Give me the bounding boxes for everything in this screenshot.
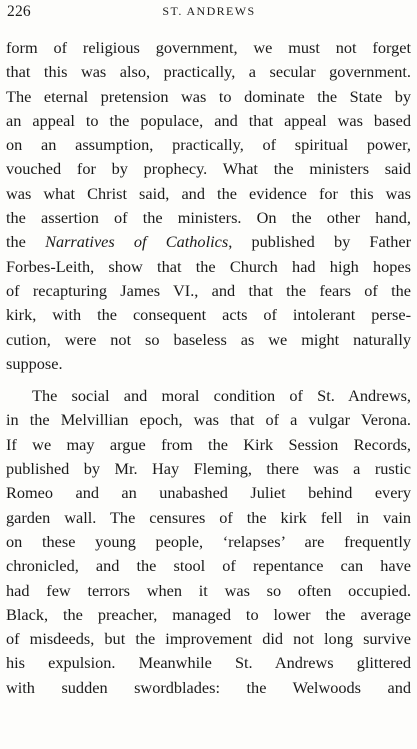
running-title: ST. ANDREWS (162, 4, 256, 18)
text-line: Forbes-Leith, show that the Church had high hopes (6, 256, 411, 276)
text-line: cution, were not so baseless as we might naturally (6, 329, 411, 349)
text-line: that this was also, practically, a secular government. (6, 62, 411, 82)
text-line: his expulsion. Meanwhile St. Andrews glittered (6, 653, 411, 673)
text-line: with sudden swordblades: the Welwoods and (6, 677, 411, 697)
text-line: vouched for by prophecy. What the ministers said (6, 159, 411, 179)
text-line: chronicled, and the stool of repentance can have (6, 556, 411, 576)
text-line: suppose. (6, 353, 63, 373)
text-line: on these young people, ‘relapses’ are frequently (6, 531, 411, 551)
page-number: 226 (7, 3, 31, 20)
paragraph (6, 36, 411, 376)
text-line: The eternal pretension was to dominate the State by (6, 86, 411, 106)
running-head (7, 3, 411, 23)
text-line: the assertion of the ministers. On the other hand, (6, 208, 411, 228)
text-line: on an assumption, practically, of spiritual power, (6, 135, 411, 155)
text-line: kirk, with the consequent acts of intolerant perse- (6, 305, 411, 325)
text-line: of recapturing James VI., and that the fears of the (6, 280, 411, 300)
text-segment: , published by Father (228, 232, 411, 252)
text-line (6, 230, 411, 254)
text-line: of misdeeds, but the improvement did not long survive (6, 629, 411, 649)
text-line: was what Christ said, and the evidence for this was (6, 183, 411, 203)
body-text (6, 36, 411, 700)
text-segment: the (6, 232, 46, 252)
text-line: Romeo and an unabashed Juliet behind every (6, 483, 411, 503)
book-title: Narratives of Catholics (45, 232, 229, 252)
paragraph (6, 384, 411, 700)
text-line: published by Mr. Hay Fleming, there was a rustic (6, 459, 411, 479)
text-line: garden wall. The censures of the kirk fell in vain (6, 507, 411, 527)
text-line: Black, the preacher, managed to lower the average (6, 604, 411, 624)
text-line: had few terrors when it was so often occupied. (6, 580, 411, 600)
text-line: If we may argue from the Kirk Session Records, (6, 434, 411, 454)
text-line: in the Melvillian epoch, was that of a vulgar Verona. (6, 410, 411, 430)
text-line: The social and moral condition of St. Andrews, (32, 386, 411, 406)
text-line: an appeal to the populace, and that appeal was based (6, 110, 411, 130)
text-line: form of religious government, we must not forget (6, 38, 411, 57)
